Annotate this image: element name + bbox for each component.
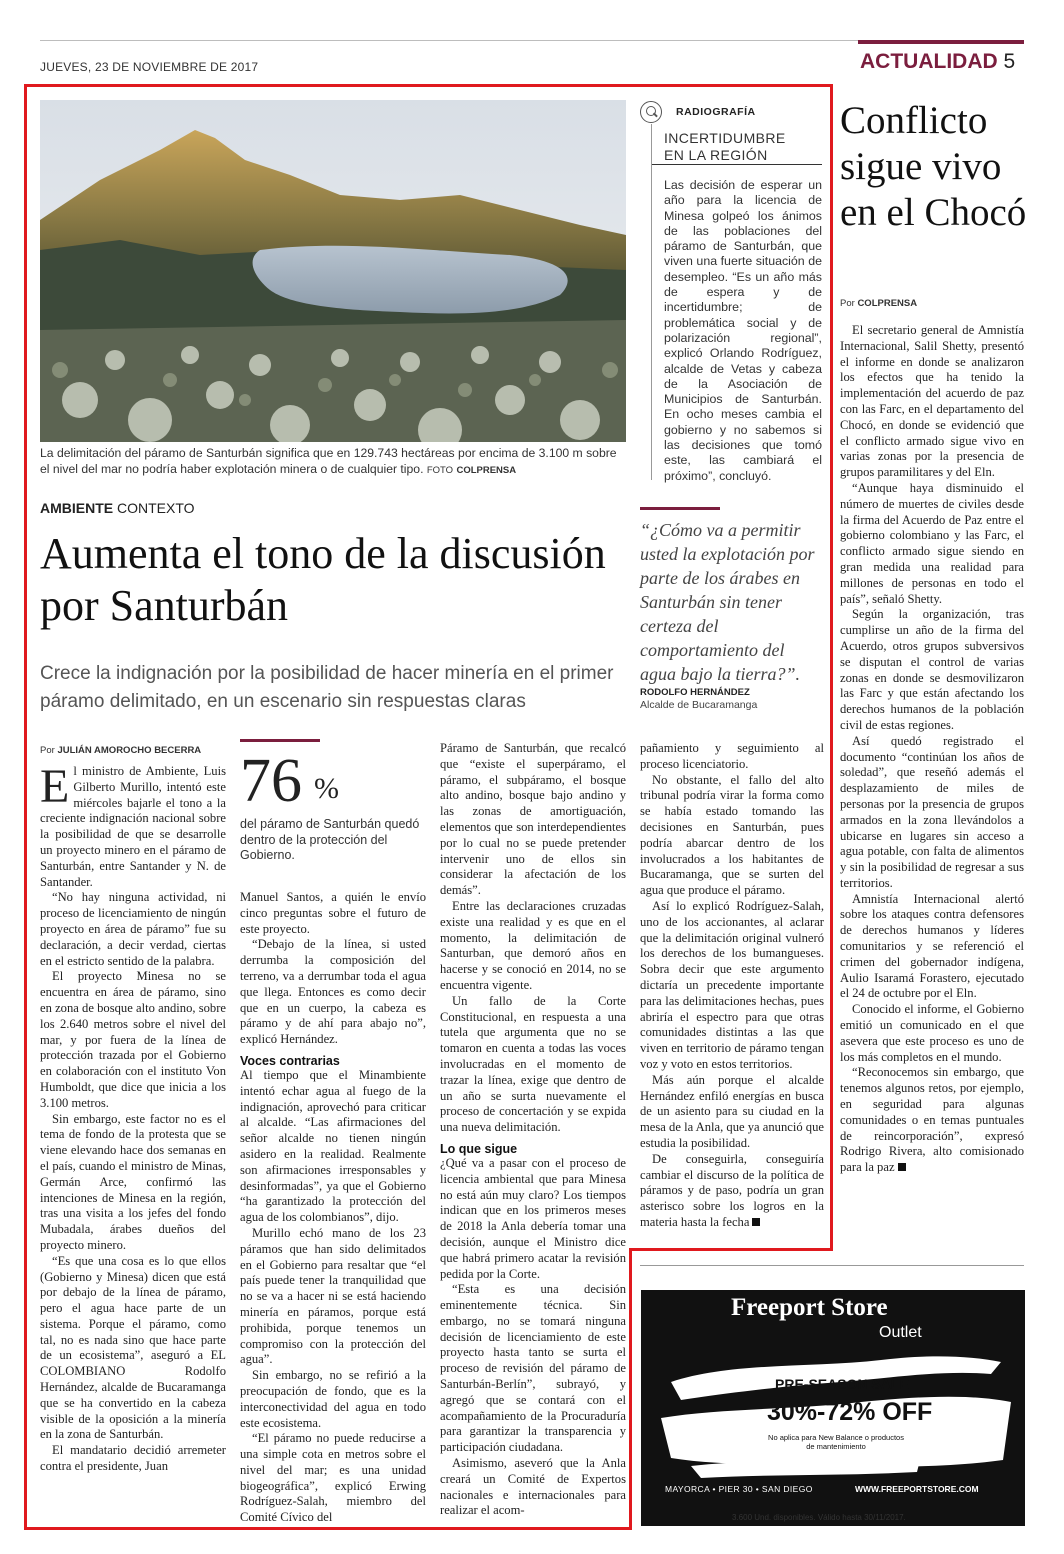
- frame-right-lower: [629, 1248, 632, 1530]
- paragraph: “No hay ninguna actividad, ni proceso de licenciamiento de ningún proyecto en área de páramo” fue su declaración, a decir verdad, ciertas en el estricto sentido de la palabra.: [40, 890, 226, 968]
- paragraph: Páramo de Santurbán, que recalcó que “existe el superpáramo, el páramo, el subpáramo, el bosque alto andino, bosque bajo andino y las zonas de amortiguación, elementos que son interdependientes por lo cual no se puede pretender intervenir uno de ellos sin considerar la afectación de los demás”.: [440, 741, 626, 898]
- byline-prefix: Por: [40, 745, 55, 756]
- stat-number: 76: [240, 747, 302, 815]
- radiografia-label: RADIOGRAFÍA: [676, 106, 756, 118]
- frame-top: [24, 84, 833, 87]
- subheading: Lo que sigue: [440, 1141, 518, 1156]
- photo-caption: [40, 445, 626, 479]
- radiografia-divider: [652, 164, 822, 165]
- paramo-photo: [40, 100, 626, 442]
- paragraph: Según la organización, tras cumplirse un año de la firma del Acuerdo, otros grupos subversivos se disputan el control de varias zonas en donde se desmovilizaron las Farc y que están afectando los derechos humanos de la población civil de estas regiones.: [840, 607, 1024, 732]
- paragraph: “Debajo de la línea, si usted derrumba la composición del terreno, va a derrumbar toda el agua que llega. Entonces es como decir que en un cuerpo, la cabeza es páramo y de ahí para abajo no”, explicó Hernández.: [240, 937, 426, 1047]
- stat-description: del páramo de Santurbán quedó dentro de la protección del Gobierno.: [240, 817, 420, 862]
- byline-prefix: Por: [840, 298, 855, 309]
- radiografia-rule: [651, 124, 652, 480]
- paragraph: Asimismo, aseveró que la Anla creará un Comité de Expertos nacionales e internacionales para realizar el acom-: [440, 1456, 626, 1518]
- quote-author: RODOLFO HERNÁNDEZ: [640, 687, 750, 698]
- section-title: [860, 50, 1015, 74]
- ad-fine-print: No aplica para New Balance o productos de mantenimiento: [768, 1433, 904, 1451]
- sidebar-headline: Conflicto sigue vivo en el Chocó: [840, 99, 1027, 234]
- stat-unit: %: [314, 772, 339, 805]
- paragraph: Al tiempo que el Minambiente intentó echar agua al fuego de la indignación, aprovechó para criticar al alcalde. “Las afirmaciones del señor alcalde no tienen ningún asidero en la realidad. Realmente son afirmaciones irresponsables y desinformadas”, ya que el Gobierno “ha garantizado la protección del agua de los colombianos”, dijo.: [240, 1067, 426, 1225]
- subheading: Voces contrarias: [240, 1053, 340, 1068]
- paragraph-text: “Reconocemos sin embargo, que tenemos algunos retos, por ejemplo, en seguridad para algunas comunidades o en temas puntuales de reincorporación”, expresó Rodrigo Rivera, alto comisionado para la paz: [840, 1065, 1024, 1175]
- quote-author-role: Alcalde de Bucaramanga: [640, 699, 758, 711]
- radiografia-title: [664, 130, 786, 164]
- paramo-landscape-image: [40, 100, 626, 442]
- ad-discount: 30%-72% OFF: [767, 1398, 933, 1426]
- paragraph-text: De conseguirla, conseguiría cambiar el discurso de la política de páramos y de paso, podría un gran asterisco sobre los logros en la materia hasta la fecha: [640, 1151, 824, 1229]
- issue-date: JUEVES, 23 DE NOVIEMBRE DE 2017: [40, 60, 259, 74]
- page-number: 5: [1003, 50, 1016, 73]
- ad-subbrand: Outlet: [879, 1324, 922, 1341]
- ad-address: MAYORCA • PIER 30 • SAN DIEGO: [665, 1484, 813, 1494]
- radiografia-title-line: INCERTIDUMBRE: [664, 130, 786, 146]
- freeport-ad[interactable]: [641, 1290, 1025, 1526]
- paragraph: Entre las declaraciones cruzadas existe una realidad y es que en el momento, la delimitación de Santurban, que demoró años en hacerse y se conoció en 2014, no se encuentra vigente.: [440, 898, 626, 992]
- ad-sale-title: PRE-SEASON SALE: [775, 1376, 909, 1392]
- paragraph: “Es que una cosa es lo que ellos (Gobierno y Minesa) dicen que está por debajo de la línea de páramo, pero el agua hace parte de un sistema. Porque el páramo, como tal, no es nada sino que hace parte de un ecosistema”, aseguró a EL COLOMBIANO Rodolfo Hernández, alcalde de Bucaramanga que se ha convertido en la cabeza visible de la oposición a la minería en la zona de Santurbán.: [40, 1253, 226, 1442]
- article-byline: [40, 745, 201, 756]
- article-headline: Aumenta el tono de la discusión por Santurbán: [40, 529, 606, 630]
- paragraph: Conocido el informe, el Gobierno emitió un comunicado en el que asevera que este proceso es uno de los más completos en el mundo.: [840, 1002, 1024, 1064]
- ad-brand: Freeport Store: [731, 1294, 888, 1321]
- ad-url[interactable]: WWW.FREEPORTSTORE.COM: [855, 1484, 979, 1494]
- paragraph: Más aún porque el alcalde Hernández enfiló energías en busca de un asiento para su ciudad en la mesa de la Anla, que ya anunció que estudia la posibilidad.: [640, 1072, 824, 1150]
- paragraph: [640, 1152, 824, 1231]
- stat-bar: [240, 739, 320, 742]
- article-column-4: [640, 741, 824, 1231]
- byline-author: JULIÁN AMOROCHO BECERRA: [57, 745, 202, 756]
- quote-bar: [640, 507, 720, 510]
- paragraph: “Aunque haya disminuido el número de muertes de civiles desde la firma del Acuerdo de Paz entre el gobierno colombiano y las Farc, el conflicto armado sigue siendo en gran medida una realidad para millones de personas en todo el país”, señaló Shetty.: [840, 480, 1024, 606]
- article-kicker: [40, 500, 195, 516]
- article-deck: Crece la indignación por la posibilidad de hacer minería en el primer páramo delimitado, en un escenario sin respuestas claras: [40, 663, 614, 712]
- paragraph: pañamiento y seguimiento al proceso licenciatorio.: [640, 741, 824, 771]
- article-column-2: [240, 890, 426, 1526]
- end-mark: [752, 1218, 760, 1226]
- frame-left: [24, 84, 27, 1530]
- sidebar-column: [840, 323, 1024, 1176]
- kicker-section: AMBIENTE: [40, 500, 114, 516]
- paragraph: [40, 760, 226, 890]
- magnifier-icon: [640, 101, 662, 123]
- pull-quote: “¿Cómo va a permitir usted la explotación por parte de los árabes en Santurbán sin tener certeza del comportamiento del agua bajo la tierra?”.: [640, 520, 815, 684]
- paragraph: El proyecto Minesa no se encuentra en área de páramo, sino en zona de bosque alto andino, sobre los 2.640 metros sobre el nivel del mar, y por fuera de la línea de protección trazada por el Gobierno en colaboración con el instituto Von Humboldt, que dice que inicia a los 3.100 metros.: [40, 969, 226, 1110]
- frame-right-upper: [830, 84, 833, 1250]
- radiografia-title-line: EN LA REGIÓN: [664, 147, 768, 163]
- paragraph: Así lo explicó Rodríguez-Salah, uno de los accionantes, al aclarar que la delimitación original vulneró los derechos de los bumangueses. Sobra decir que este argumento dictaría un precedente importante para las delimitaciones hechas, pues abriría el espectro para que otras comunidades distintas a las que viven en territorio de páramo tengan voz y voto en estos territorios.: [640, 898, 824, 1071]
- paragraph: [840, 1065, 1024, 1176]
- byline-author: COLPRENSA: [857, 298, 918, 309]
- paragraph-text: l ministro de Ambiente, Luis Gilberto Murillo, intentó este miércoles bajarle el tono a la creciente indignación nacional sobre la posibilidad de que se desarrolle un proyecto minero en el páramo de Santurbán, entre Santander y N. de Santander.: [40, 764, 226, 889]
- paragraph: Manuel Santos, a quién le envío cinco preguntas sobre el futuro de este proyecto.: [240, 890, 426, 936]
- caption-text: La delimitación del páramo de Santurbán significa que en 129.743 hectáreas por encima de 3.100 m sobre el nivel del mar no podría haber explotación minera o de cualquier tipo.: [40, 446, 617, 476]
- paragraph: ¿Qué va a pasar con el proceso de licencia ambiental que para Minesa no está aún muy claro? Los tiempos indican que en los primeros meses de 2018 la Anla debería tomar una decisión, aunque el Ministro dice que habrá primero acatar la revisión pedida por la Corte.: [440, 1155, 626, 1281]
- section-name: ACTUALIDAD: [860, 50, 998, 73]
- paragraph: “Esta es una decisión eminentemente técnica. Sin embargo, no se tomará ninguna decisión de licenciamiento de este proyecto hasta tanto se surta el proceso de revisión del páramo de Santurbán-Berlín”, subrayó, y agregó que se contará con el acompañamiento de la Procuraduría para garantizar la transparencia y participación ciudadana.: [440, 1282, 626, 1455]
- paragraph: El secretario general de Amnistía Internacional, Salil Shetty, presentó el informe en donde se analizaron los efectos que ha tenido la implementación del acuerdo de paz con las Farc, en el departamento del Chocó, en donde se evidenció que el conflicto armado sigue vivo en varias zonas por la presencia de grupos paramilitares y del Eln.: [840, 323, 1024, 480]
- paragraph: El mandatario decidió arremeter contra el presidente, Juan: [40, 1443, 226, 1474]
- ad-footnote: 3.600 Und. disponibles. Válido hasta 30/11/2017.: [732, 1513, 906, 1522]
- paragraph: Un fallo de la Corte Constitucional, en respuesta a una tutela que argumenta que no se tomaron en cuenta a todas las voces involucradas en el momento de trazar la línea, exige que dentro de un año se surta nuevamente el proceso de concertación y se expida una nueva delimitación.: [440, 993, 626, 1135]
- paragraph: Sin embargo, no se refirió a la preocupación de fondo, que es la interconectividad del agua en todo este ecosistema.: [240, 1368, 426, 1430]
- caption-credit-label: FOTO: [426, 465, 454, 476]
- ad-rule: [640, 1265, 1024, 1266]
- section-bar: [858, 40, 1024, 44]
- drop-cap: E: [40, 760, 70, 813]
- article-column-1: [40, 760, 226, 1475]
- end-mark: [898, 1163, 906, 1171]
- kicker-type: CONTEXTO: [117, 500, 195, 516]
- sidebar-byline: [840, 298, 917, 309]
- radiografia-body: [664, 178, 822, 484]
- caption-credit: COLPRENSA: [456, 465, 517, 476]
- paragraph: No obstante, el fallo del alto tribunal podría virar la forma como se había estado tomando las decisiones en Santurbán, pues podría abarcar dentro de los involucrados a los habitantes de Bucaramanga, que se surten del agua que produce el páramo.: [640, 772, 824, 898]
- paragraph: Así quedó registrado el documento “continúan los años de soledad”, que reseñó además el desplazamiento de miles de personas por la presencia de grupos armados en la zona llevándolos a ubicarse en lugares sin acceso a agua potable, con falta de alimentos y sin la posibilidad de regresar a sus territorios.: [840, 733, 1024, 890]
- paragraph: Sin embargo, este factor no es el tema de fondo de la protesta que se viene elevando hace dos semanas en el país, cuando el ministro de Minas, Germán Arce, confirmó las intenciones de Minesa en la región, tras una visita a los jefes del fondo Mubadala, árabes dueños del proyecto minero.: [40, 1111, 226, 1252]
- frame-bottom: [24, 1527, 632, 1530]
- paragraph: Las decisión de esperar un año para la licencia de Minesa golpeó los ánimos de las poblaciones del páramo de Santurbán, que viven una fuerte situación de desempleo. “Es un año más de espera y de incertidumbre; de problemática social y de polarización regional”, explicó Orlando Rodríguez, alcalde de Vetas y cabeza de la Asociación de Municipios de Santurbán. En ocho meses cambia el gobierno y no sabemos si las decisiones que tomó este, las cambiará el próximo”, concluyó.: [664, 178, 822, 483]
- article-column-3: [440, 741, 626, 1519]
- frame-step: [629, 1248, 833, 1251]
- paragraph: “El páramo no puede reducirse a una simple cota en metros sobre el nivel del mar; es una unidad biogeográfica”, explicó Erwing Rodríguez-Salah, miembro del Comité Cívico del: [240, 1431, 426, 1525]
- paragraph: Amnistía Internacional alertó sobre los ataques contra defensores de derechos humanos y líderes comunitarios y se referenció el crimen del gobernador indígena, Aulio Isaramá Forastero, ejecutado el 24 de octubre por el Eln.: [840, 891, 1024, 1001]
- paragraph: Murillo echó mano de los 23 páramos que han sido delimitados en el Gobierno para resaltar que “el país puede tener la tranquilidad que no se va a hacer ni se está haciendo minería en páramos, porque está prohibida, porque tenemos un compromiso con la protección del agua”.: [240, 1225, 426, 1367]
